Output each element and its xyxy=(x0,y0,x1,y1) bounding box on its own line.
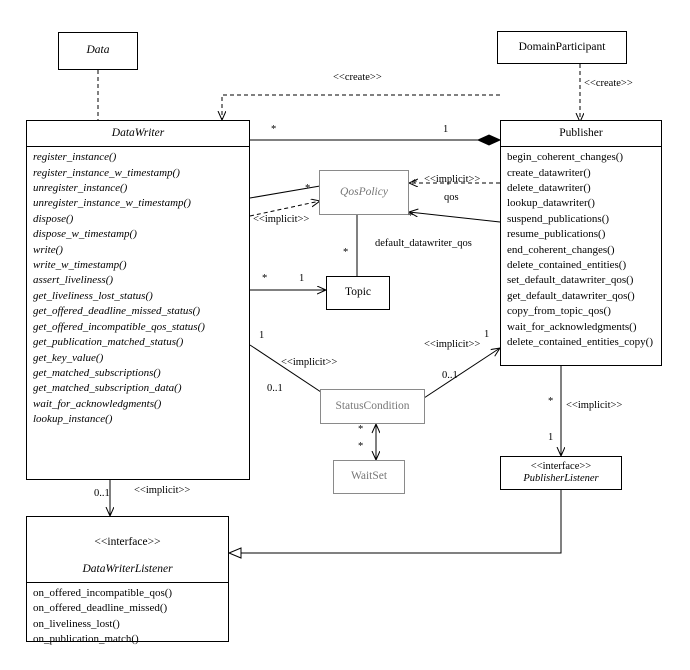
label-mult-dw-status: 1 xyxy=(259,330,265,341)
label-mult-topic-left: * xyxy=(262,273,268,284)
operation: delete_contained_entities() xyxy=(507,259,627,272)
operation: dispose() xyxy=(33,212,74,225)
class-publisherlistener xyxy=(500,456,622,490)
operation: get_matched_subscriptions() xyxy=(33,366,161,379)
class-topic-label: Topic xyxy=(344,286,372,299)
label-mult-status-dw: 0..1 xyxy=(267,383,283,394)
operation: on_offered_incompatible_qos() xyxy=(33,586,173,599)
stereotype: <<interface>> xyxy=(94,536,161,549)
operation: get_matched_subscription_data() xyxy=(33,382,182,395)
operation: resume_publications() xyxy=(507,228,606,241)
operation: unregister_instance_w_timestamp() xyxy=(33,197,191,210)
operation: create_datawriter() xyxy=(507,166,591,179)
label-mult-qos-b: * xyxy=(412,178,418,189)
operation: get_offered_deadline_missed_status() xyxy=(33,305,201,318)
label-create-right: <<create>> xyxy=(584,78,633,89)
operation: get_offered_incompatible_qos_status() xyxy=(33,320,205,333)
label-mult-status-pub: 0..1 xyxy=(442,370,458,381)
operation: copy_from_topic_qos() xyxy=(507,305,611,318)
operation: end_coherent_changes() xyxy=(507,243,615,256)
label-mult-dw-pub-right: 1 xyxy=(443,124,449,135)
operation: dispose_w_timestamp() xyxy=(33,228,137,241)
operation: get_liveliness_lost_status() xyxy=(33,289,153,302)
operation: unregister_instance() xyxy=(33,182,128,195)
label-implicit-status-left: <<implicit>> xyxy=(281,357,338,368)
label-mult-status-waitset-top: * xyxy=(358,424,364,435)
class-datawriter-title: DataWriter xyxy=(27,121,249,147)
operation: delete_datawriter() xyxy=(507,182,591,195)
class-waitset xyxy=(333,460,405,494)
label-mult-status-waitset-bottom: * xyxy=(358,441,364,452)
class-datawriterlistener-operations xyxy=(27,583,228,651)
label-mult-pub-listener-bottom: 1 xyxy=(548,432,554,443)
label-mult-qos-c: * xyxy=(408,211,414,222)
label-implicit-dw-listener: <<implicit>> xyxy=(134,485,191,496)
operation: write() xyxy=(33,243,63,256)
class-statuscondition xyxy=(320,389,425,424)
operation: assert_liveliness() xyxy=(33,274,114,287)
operation: register_instance() xyxy=(33,151,117,164)
operation: lookup_datawriter() xyxy=(507,197,595,210)
class-name: PublisherListener xyxy=(523,473,599,484)
operation: delete_contained_entities_copy() xyxy=(507,336,653,349)
label-mult-pub-status: 1 xyxy=(484,329,490,340)
class-publisher-operations xyxy=(501,147,661,353)
label-implicit-pub-listener: <<implicit>> xyxy=(566,400,623,411)
label-create-top: <<create>> xyxy=(333,72,382,83)
operation: on_publication_match() xyxy=(33,633,139,646)
operation: on_liveliness_lost() xyxy=(33,617,120,630)
class-name: DataWriterListener xyxy=(82,562,173,575)
label-mult-qos-a: * xyxy=(305,183,311,194)
operation: wait_for_acknowledgments() xyxy=(507,320,637,333)
label-mult-dw-pub-left: * xyxy=(271,124,277,135)
class-qospolicy-label: QosPolicy xyxy=(340,185,388,198)
class-data xyxy=(58,32,138,70)
class-publisher xyxy=(500,120,662,366)
label-default-datawriter-qos: default_datawriter_qos xyxy=(375,238,472,249)
class-statuscondition-label: StatusCondition xyxy=(335,399,410,412)
operation: get_key_value() xyxy=(33,351,104,364)
label-mult-pub-listener-top: * xyxy=(548,396,554,407)
label-mult-qos-d: * xyxy=(343,247,349,258)
class-publisherlistener-label xyxy=(523,461,598,485)
operation: wait_for_acknowledgments() xyxy=(33,397,162,410)
class-qospolicy xyxy=(319,170,409,215)
operation: suspend_publications() xyxy=(507,212,610,225)
class-data-label: Data xyxy=(86,44,110,57)
stereotype: <<interface>> xyxy=(530,460,592,472)
class-datawriterlistener xyxy=(26,516,229,646)
label-mult-topic-right: 1 xyxy=(299,273,305,284)
class-datawriter-operations xyxy=(27,147,249,430)
class-domainparticipant-label: DomainParticipant xyxy=(518,40,606,53)
label-qos-role: qos xyxy=(444,192,459,203)
operation: get_default_datawriter_qos() xyxy=(507,289,635,302)
operation: lookup_instance() xyxy=(33,413,113,426)
operation: get_publication_matched_status() xyxy=(33,336,184,349)
operation: on_offered_deadline_missed() xyxy=(33,602,168,615)
class-publisher-title: Publisher xyxy=(501,121,661,147)
class-topic xyxy=(326,276,390,310)
operation: begin_coherent_changes() xyxy=(507,151,624,164)
operation: set_default_datawriter_qos() xyxy=(507,274,634,287)
operation: register_instance_w_timestamp() xyxy=(33,166,180,179)
label-implicit-qos-right: <<implicit>> xyxy=(424,174,481,185)
class-waitset-label: WaitSet xyxy=(350,470,388,483)
label-implicit-status-right: <<implicit>> xyxy=(424,339,481,350)
operation: write_w_timestamp() xyxy=(33,259,127,272)
class-datawriter xyxy=(26,120,250,480)
label-mult-dw-listener: 0..1 xyxy=(94,488,110,499)
label-implicit-dw-qos: <<implicit>> xyxy=(253,214,310,225)
class-domainparticipant xyxy=(497,31,627,64)
class-datawriterlistener-title xyxy=(27,517,228,583)
